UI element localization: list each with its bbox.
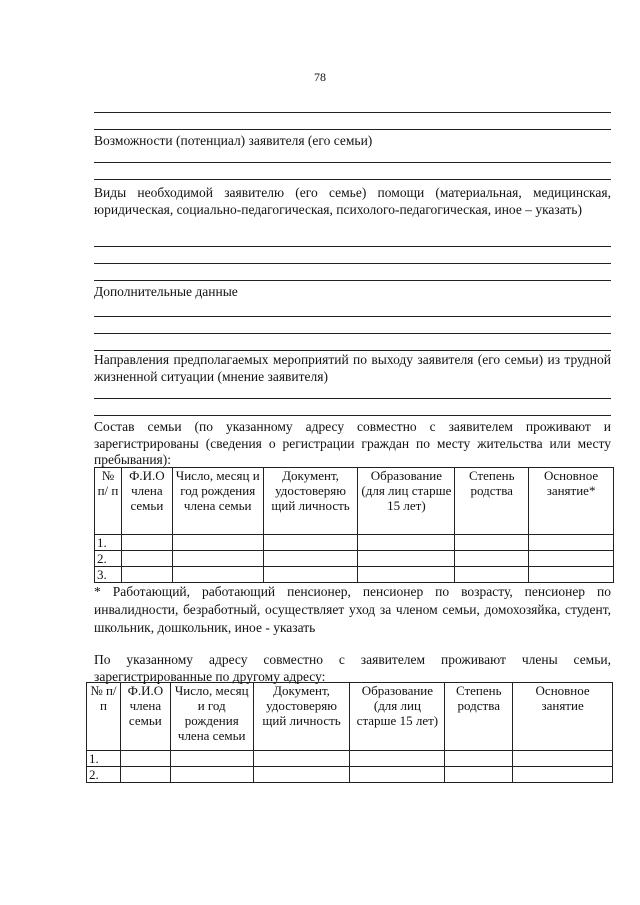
col-fio: Ф.И.О члена семьи (121, 468, 172, 535)
other-address-table (86, 682, 613, 783)
col-relation: Степень родства (455, 468, 529, 535)
col-number: № п/п (87, 683, 121, 751)
other-address-intro: По указанному адресу совместно с заявителем проживают члены семьи, зарегистрированные по другому адресу: (94, 652, 611, 684)
help-types-label: Виды необходимой заявителю (его семье) помощи (материальная, медицинская, юридическая, социально-педагогическая, психолого-педагогическая, иное – указать) (94, 185, 611, 217)
table-header-row (95, 468, 614, 535)
table-row (95, 535, 614, 551)
blank-line[interactable] (94, 179, 611, 180)
blank-line[interactable] (94, 280, 611, 281)
col-fio: Ф.И.О члена семьи (120, 683, 170, 751)
col-education: Образование (для лиц старше 15 лет) (350, 683, 445, 751)
row-number: 3. (95, 567, 122, 583)
additional-data-label: Дополнительные данные (94, 284, 238, 299)
blank-line[interactable] (94, 316, 611, 317)
blank-line[interactable] (94, 246, 611, 247)
col-document: Документ, удостоверяю щий личность (263, 468, 358, 535)
col-occupation: Основное занятие* (529, 468, 614, 535)
table-row (87, 767, 613, 783)
blank-line[interactable] (94, 398, 611, 399)
blank-line[interactable] (94, 350, 611, 351)
capabilities-label: Возможности (потенциал) заявителя (его семьи) (94, 133, 373, 148)
col-birthdate: Число, месяц и год рождения члена семьи (170, 683, 253, 751)
col-occupation: Основное занятие (513, 683, 613, 751)
page-number: 78 (314, 70, 326, 84)
col-relation: Степень родства (445, 683, 513, 751)
table-row (95, 551, 614, 567)
row-number: 1. (95, 535, 122, 551)
col-birthdate: Число, месяц и год рождения члена семьи (172, 468, 263, 535)
blank-line[interactable] (94, 112, 611, 113)
table-row (95, 567, 614, 583)
table-row (87, 751, 613, 767)
row-number: 1. (87, 751, 121, 767)
blank-line[interactable] (94, 415, 611, 416)
blank-line[interactable] (94, 263, 611, 264)
blank-line[interactable] (94, 129, 611, 130)
col-education: Образование (для лиц старше 15 лет) (358, 468, 455, 535)
col-document: Документ, удостоверяю щий личность (253, 683, 350, 751)
directions-label: Направления предполагаемых мероприятий по выходу заявителя (его семьи) из трудной жизненной ситуации (мнение заявителя) (94, 352, 611, 384)
table-header-row (87, 683, 613, 751)
blank-line[interactable] (94, 162, 611, 163)
col-number: № п/ п (95, 468, 122, 535)
family-table (94, 467, 614, 583)
row-number: 2. (95, 551, 122, 567)
family-composition-intro: Состав семьи (по указанному адресу совместно с заявителем проживают и зарегистрированы (сведения о регистрации граждан по месту жительства или месту пребывания): (94, 419, 611, 467)
row-number: 2. (87, 767, 121, 783)
blank-line[interactable] (94, 333, 611, 334)
occupation-footnote: * Работающий, работающий пенсионер, пенсионер по возрасту, пенсионер по инвалидности, безработный, осуществляет уход за членом семьи, домохозяйка, студент, школьник, дошкольник, иное - указать (94, 584, 611, 635)
